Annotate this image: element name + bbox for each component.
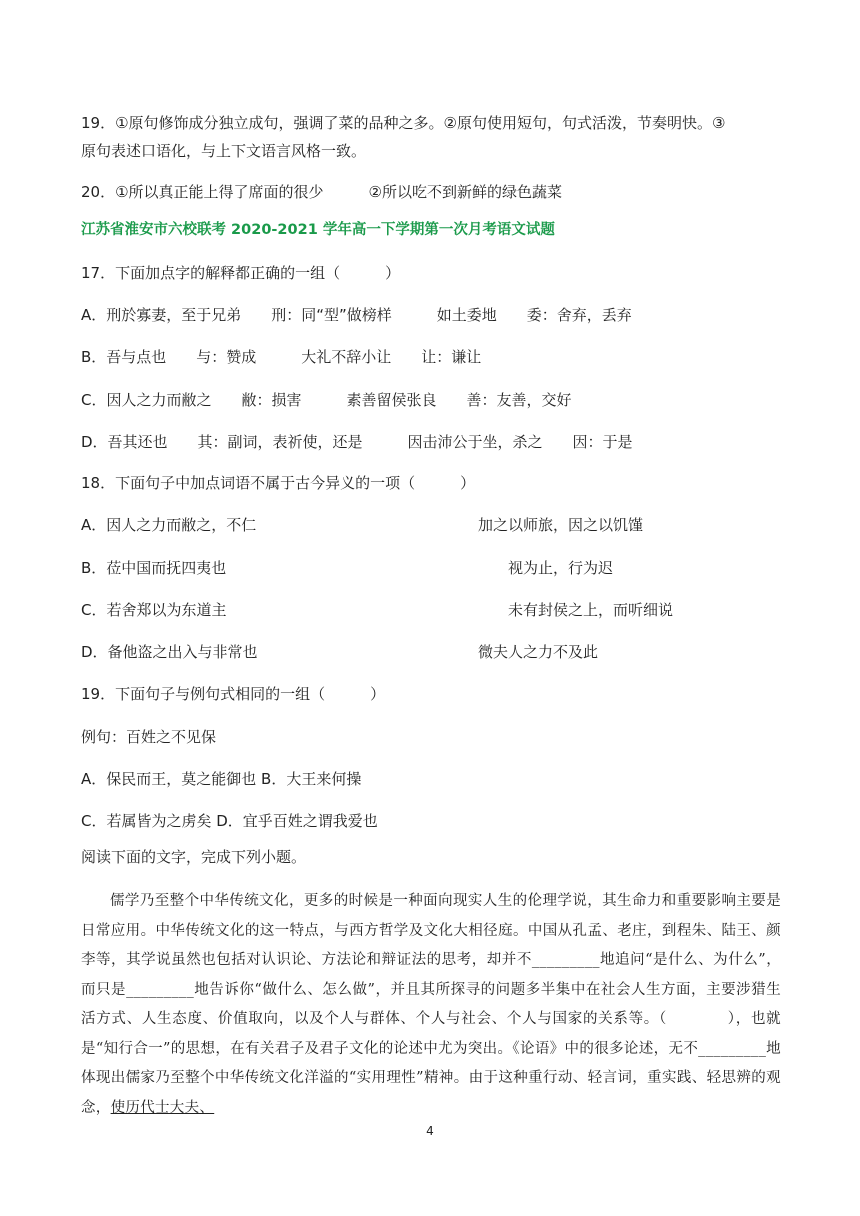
reading-passage bbox=[81, 887, 781, 1123]
question-19-options-ab: A．保民而王，莫之能御也 B．大王来何操 bbox=[81, 770, 362, 788]
question-17-option-b: B．吾与点也 与：赞成 大礼不辞小让 让：谦让 bbox=[81, 348, 482, 366]
question-19: 19．下面句子与例句式相同的一组（ ） bbox=[81, 685, 386, 703]
answer-20: 20．①所以真正能上得了席面的很少 ②所以吃不到新鲜的绿色蔬菜 bbox=[81, 183, 562, 201]
question-18-option-d-left: D．备他盗之出入与非常也 bbox=[81, 643, 258, 661]
question-18-option-a bbox=[81, 514, 644, 536]
question-17: 17．下面加点字的解释都正确的一组（ ） bbox=[81, 264, 401, 282]
question-19-options-cd: C．若属皆为之虏矣 D．宜乎百姓之谓我爱也 bbox=[81, 812, 378, 830]
question-18-option-c bbox=[81, 599, 674, 621]
answer-19-line-2: 原句表述口语化，与上下文语言风格一致。 bbox=[81, 142, 367, 160]
question-18-option-a-right: 加之以师旅，因之以饥馑 bbox=[478, 516, 644, 534]
answer-19-line-1: 19．①原句修饰成分独立成句，强调了菜的品种之多。②原句使用短句，句式活泼，节奏明快。③ bbox=[81, 114, 726, 132]
question-18: 18．下面句子中加点词语不属于古今异义的一项（ ） bbox=[81, 474, 476, 492]
question-17-option-d: D．吾其还也 其：副词，表祈使，还是 因击沛公于坐，杀之 因：于是 bbox=[81, 433, 633, 451]
question-17-option-c: C．因人之力而敝之 敝：损害 素善留侯张良 善：友善，交好 bbox=[81, 391, 572, 409]
reading-passage-text: 儒学乃至整个中华传统文化，更多的时候是一种面向现实人生的伦理学说，其生命力和重要影响主要是日常应用。中华传统文化的这一特点，与西方哲学及文化大相径庭。中国从孔孟、老庄，到程朱、陆王、颜李等，其学说虽然也包括对认识论、方法论和辩证法的思考，却并不_________地追问“是什么、为什么”，而只是_________地告诉你“做什么、怎么做”，并且其所探寻的问题多半集中在社会人生方面，主要涉猎生活方式、人生态度、价值取向，以及个人与群体、个人与社会、个人与国家的关系等。（ ），也就是“知行合一”的思想，在有关君子及君子文化的论述中尤为突出。《论语》中的很多论述，无不_________地体现出儒家乃至整个中华传统文化洋溢的“实用理性”精神。由于这种重行动、轻言词，重实践、轻思辨的观念， bbox=[81, 893, 781, 1116]
section-heading: 江苏省淮安市六校联考 2020-2021 学年高一下学期第一次月考语文试题 bbox=[81, 222, 555, 238]
reading-instruction: 阅读下面的文字，完成下列小题。 bbox=[81, 848, 307, 866]
question-18-option-c-left: C．若舍郑以为东道主 bbox=[81, 601, 227, 619]
underlined-phrase: 使历代士大夫、 bbox=[110, 1099, 215, 1116]
question-18-option-c-right: 未有封侯之上，而听细说 bbox=[508, 601, 674, 619]
question-18-option-d bbox=[81, 641, 599, 663]
page-number: 4 bbox=[426, 1124, 434, 1138]
question-18-option-a-left: A．因人之力而敝之，不仁 bbox=[81, 516, 257, 534]
question-19-example: 例句：百姓之不见保 bbox=[81, 728, 217, 746]
question-18-option-b bbox=[81, 557, 614, 579]
question-18-option-d-right: 微夫人之力不及此 bbox=[478, 643, 599, 661]
question-18-option-b-left: B．莅中国而抚四夷也 bbox=[81, 559, 227, 577]
question-18-option-b-right: 视为止，行为迟 bbox=[508, 559, 614, 577]
question-17-option-a: A．刑於寡妻，至于兄弟 刑：同“型”做榜样 如土委地 委：舍弃，丢弃 bbox=[81, 306, 632, 324]
